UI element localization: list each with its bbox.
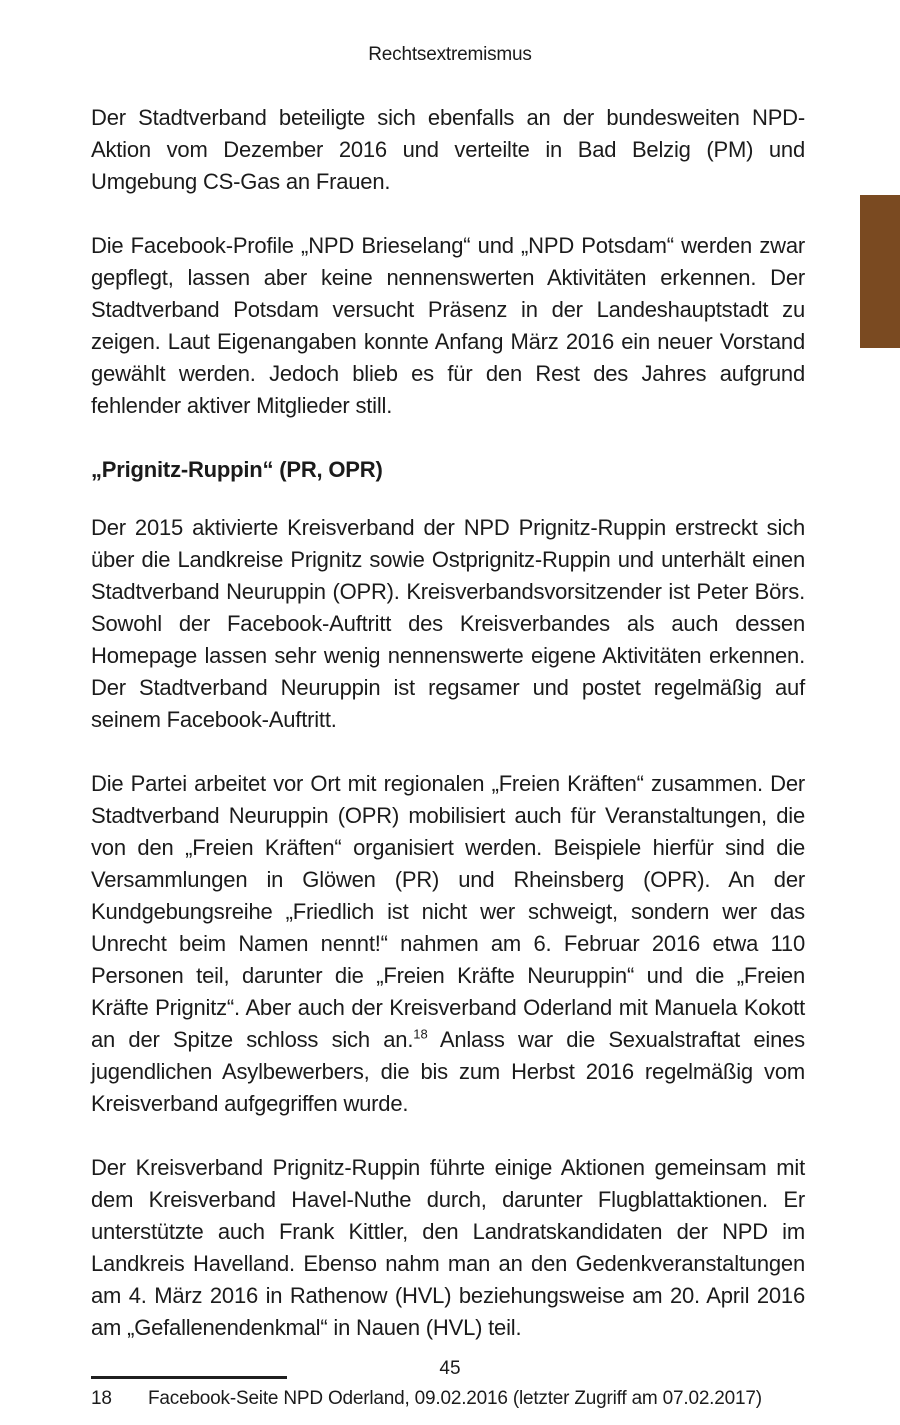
paragraph: Der Kreisverband Prignitz-Ruppin führte einige Aktionen gemeinsam mit dem Kreisverband Havel-Nuthe durch, darunter Flugblattaktionen. Er unterstützte auch Frank Kittler, den Landratskandidaten der NPD im Landkreis Havelland. Ebenso nahm man an den Gedenkveranstaltungen am 4. März 2016 in Rathenow (HVL) beziehungsweise am 20. April 2016 am „Gefallenendenkmal“ in Nauen (HVL) teil. (91, 1155, 805, 1340)
paragraph: Der Stadtverband beteiligte sich ebenfalls an der bundesweiten NPD-Aktion vom Dezember 2016 und verteilte in Bad Belzig (PM) und Umgebung CS-Gas an Frauen. (91, 105, 805, 194)
footnote-reference: 18 (413, 1026, 428, 1042)
paragraph-text: Die Partei arbeitet vor Ort mit regionalen „Freien Kräften“ zusammen. Der Stadtverband Neuruppin (OPR) mobilisiert auch für Veranstaltungen, die von den „Freien Kräften“ organisiert werden. Beispiele hierfür sind die Versammlungen in Glöwen (PR) und Rheinsberg (OPR). An der Kundgebungsreihe „Friedlich ist nicht wer schweigt, sondern wer das Unrecht beim Namen nennt!“ nahmen am 6. Februar 2016 etwa 110 Personen teil, darunter die „Freien Kräfte Neuruppin“ und die „Freien Kräfte Prignitz“. Aber auch der Kreisverband Oderland mit Manuela Kokott an der Spitze schloss sich an. (91, 771, 805, 1052)
section-heading: „Prignitz-Ruppin“ (PR, OPR) (91, 457, 383, 482)
footnote-number: 18 (91, 1388, 112, 1409)
footnote-text: Facebook-Seite NPD Oderland, 09.02.2016 (letzter Zugriff am 07.02.2017) (148, 1388, 762, 1409)
running-header: Rechtsextremismus (368, 44, 532, 65)
footnote-entry (91, 1386, 805, 1412)
page-content (91, 102, 805, 1412)
footnote (91, 1376, 805, 1412)
paragraph (91, 768, 805, 1120)
paragraph-text: Anlass war die Sexualstraftat eines jugendlichen Asylbewerbers, die bis zum Herbst 2016 regelmäßig vom Kreisverband aufgegriffen wurde. (91, 1027, 805, 1116)
paragraph: Die Facebook-Profile „NPD Brieselang“ und „NPD Potsdam“ werden zwar gepflegt, lassen aber keine nennenswerten Aktivitäten erkennen. Der Stadtverband Potsdam versucht Präsenz in der Landeshauptstadt zu zeigen. Laut Eigenangaben konnte Anfang März 2016 ein neuer Vorstand gewählt werden. Jedoch blieb es für den Rest des Jahres aufgrund fehlender aktiver Mitglieder still. (91, 233, 805, 418)
chapter-tab-marker (860, 195, 900, 348)
paragraph: Der 2015 aktivierte Kreisverband der NPD Prignitz-Ruppin erstreckt sich über die Landkreise Prignitz sowie Ostprignitz-Ruppin und unterhält einen Stadtverband Neuruppin (OPR). Kreisverbandsvorsitzender ist Peter Börs. Sowohl der Facebook-Auftritt des Kreisverbandes als auch dessen Homepage lassen sehr wenig nennenswerte eigene Aktivitäten erkennen. Der Stadtverband Neuruppin ist regsamer und postet regelmäßig auf seinem Facebook-Auftritt. (91, 515, 805, 732)
page-number: 45 (439, 1358, 461, 1379)
